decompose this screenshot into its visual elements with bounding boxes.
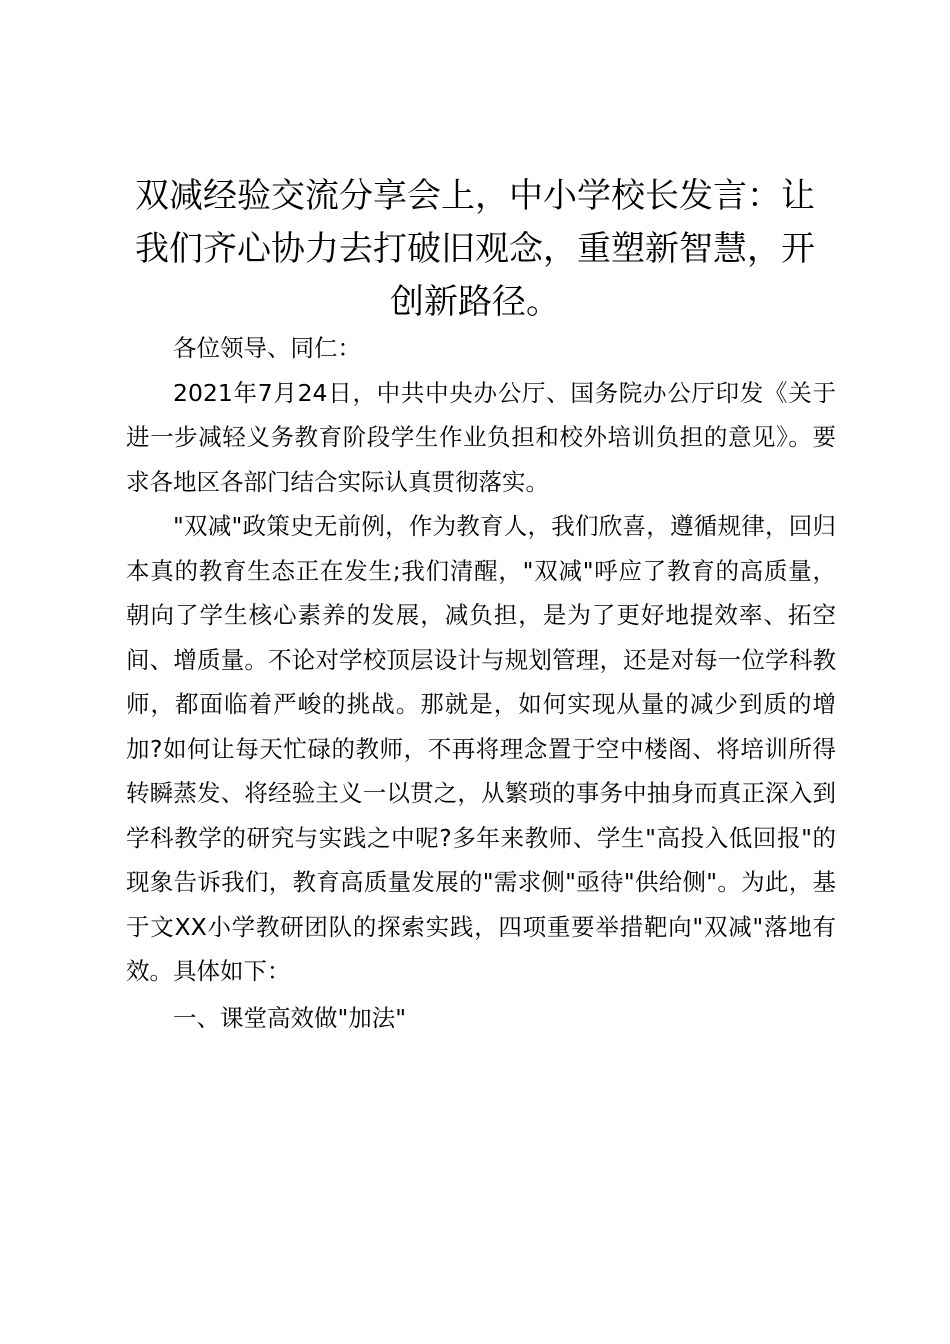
paragraph-policy: "双减"政策史无前例，作为教育人，我们欣喜，遵循规律，回归本真的教育生态正在发生;我们清醒，"双减"呼应了教育的高质量，朝向了学生核心素养的发展，减负担，是为了更好地提效率、拓空间、增质量。不论对学校顶层设计与规划管理，还是对每一位学科教师，都面临着严峻的挑战。那就是，如何实现从量的减少到质的增加?如何让每天忙碌的教师，不再将理念置于空中楼阁、将培训所得转瞬蒸发、将经验主义一以贯之，从繁琐的事务中抽身而真正深入到学科教学的研究与实践之中呢?多年来教师、学生"高投入低回报"的现象告诉我们，教育高质量发展的"需求侧"亟待"供给侧"。为此，基于文XX小学教研团队的探索实践，四项重要举措靶向"双减"落地有效。具体如下： (126, 512, 836, 985)
document-title: 双减经验交流分享会上，中小学校长发言：让我们齐心协力去打破旧观念，重塑新智慧，开创新路径。 (135, 176, 815, 322)
greeting: 各位领导、同仁： (173, 334, 361, 362)
document-body (126, 326, 836, 1040)
paragraph-intro: 2021年7月24日，中共中央办公厅、国务院办公厅印发《关于进一步减轻义务教育阶段学生作业负担和校外培训负担的意见》。要求各地区各部门结合实际认真贯彻落实。 (126, 378, 836, 496)
section-heading: 一、课堂高效做"加法" (173, 1003, 407, 1032)
